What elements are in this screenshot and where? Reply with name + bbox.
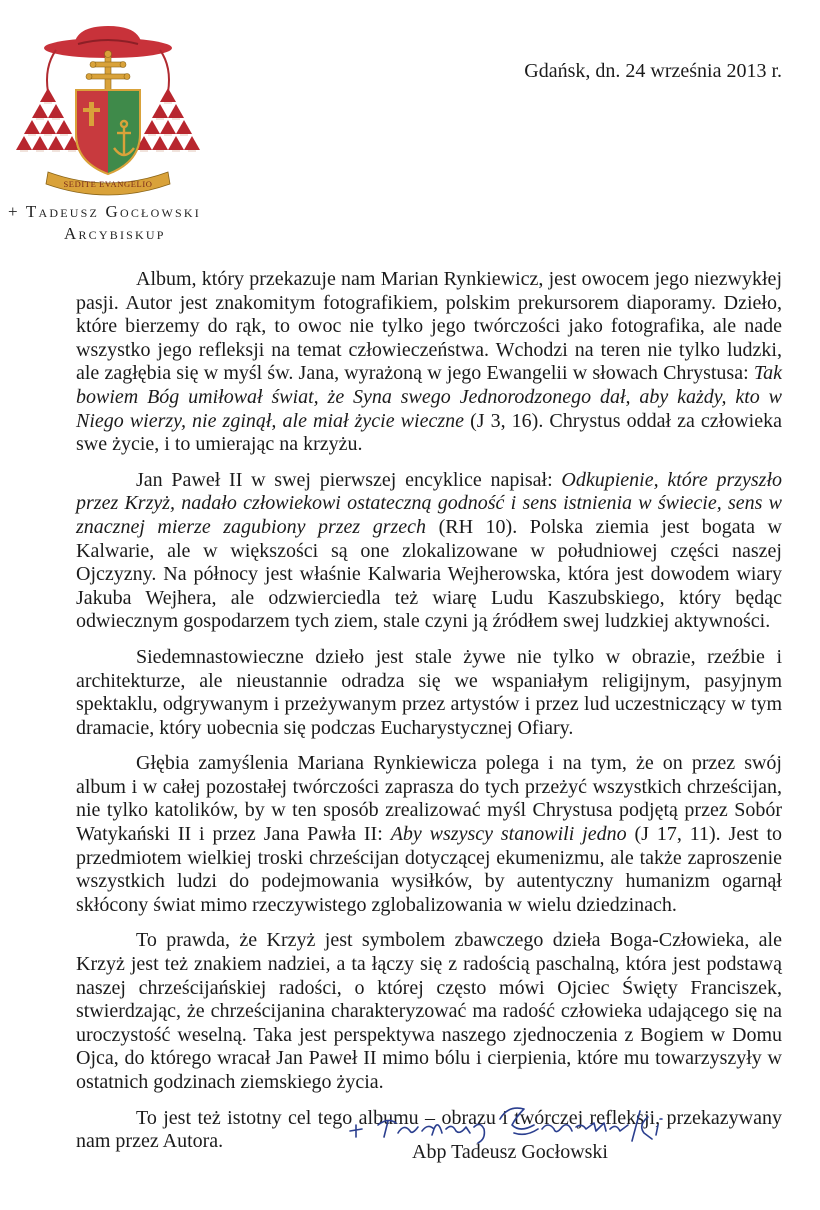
sender-block (8, 201, 288, 245)
tassels-right (136, 88, 200, 150)
paragraph (76, 469, 782, 634)
quotation-italic: Aby wszyscy stanowili jedno (390, 823, 627, 846)
motto: SEDITE EVANGELIO (63, 179, 153, 189)
paragraph (76, 752, 782, 917)
quotation-italic: Odkupienie, które przyszło przez Krzyż, nadało człowiekowi ostateczną godność i sens istnienia w świecie, sens w znacznej mierze zagubiony przez grzech (76, 468, 783, 538)
paragraph (76, 929, 782, 1094)
sender-name: + Tadeusz Gocłowski (8, 202, 201, 221)
coat-of-arms-emblem (14, 22, 202, 200)
text-run: (J 3, 16). Chrystus oddał za człowieka swe życie, i to umierając na krzyżu. (76, 409, 782, 456)
text-run: To jest też istotny cel tego albumu – obrazu i twórczej refleksji, przekazywany nam przez Autora. (76, 1106, 782, 1153)
shield (76, 90, 140, 174)
tassels-left (16, 88, 80, 150)
paragraph (76, 268, 782, 457)
signatory-name: Abp Tadeusz Gocłowski (412, 1141, 608, 1163)
text-run: Siedemnastowieczne dzieło jest stale żywe nie tylko w obrazie, rzeźbie i architekturze, ale nieustannie odradza się we wspaniałym religijnym, pasyjnym spektaklu, odgrywanym i przeżywanym przez artystów i przez lud uczestniczący w tym dramacie, który uobecnia się podczas Eucharystycznej Ofiary. (76, 645, 782, 739)
text-run: (J 17, 11). Jest to przedmiotem wielkiej troski chrześcijan dotyczącej ekumenizmu, ale także zaproszenie wszystkich ludzi do podejmowania wysiłków, by autentyczny humanizm ogarnął skłócony świat mimo rzeczywistego zglobalizowania w wielu dziedzinach. (76, 823, 783, 916)
paragraph (76, 646, 782, 740)
sender-title: Arcybiskup (64, 224, 166, 243)
text-run: (RH 10). Polska ziemia jest bogata w Kalwarie, ale w większości są one zlokalizowane w południowej części naszej Ojczyzny. Na północy jest właśnie Kalwaria Wejherowska, która jest dowodem wiary Jakuba Wejhera, ale odzwierciedla też wiarę Ludu Kaszubskiego, który będąc odwiecznym gospodarzem tych ziem, stale czyni ją źródłem swej ludzkiej aktywności. (76, 515, 782, 633)
quotation-italic: Tak bowiem Bóg umiłował świat, że Syna swego Jednorodzonego dał, aby każdy, kto w Niego wierzy, nie zginął, ale miał życie wieczne (76, 362, 782, 432)
place-and-date: Gdańsk, dn. 24 września 2013 r. (524, 60, 782, 82)
letter-body (76, 268, 782, 1166)
handwritten-signature (348, 1099, 688, 1145)
text-run: Album, który przekazuje nam Marian Rynkiewicz, jest owocem jego niezwykłej pasji. Autor jest znakomitym fotografikiem, polskim prekursorem diaporamy. Dzieło, które bierzemy do rąk, to owoc nie tylko jego twórczości jako fotografika, ale nade wszystko jego refleksji na temat człowieczeństwa. Wchodzi na teren nie tylko ludzki, ale zagłębia się w myśl św. Jana, wyrażoną w jego Ewangelii w słowach Chrystusa: (76, 268, 782, 385)
text-run: To prawda, że Krzyż jest symbolem zbawczego dzieła Boga-Człowieka, ale Krzyż jest też znakiem nadziei, a ta łączy się z radością paschalną, która jest podstawą naszej chrześcijańskiej radości, o której często mówi Ojciec Święty Franciszek, stwierdzając, że chrześcijanina charakteryzować ma radość człowieka udającego się na uroczystość weselną. Taka jest perspektywa naszego zjednoczenia z Bogiem w Domu Ojca, do którego wracał Jan Paweł II mimo bólu i cierpienia, które mu towarzyszyły w ostatnich godzinach ziemskiego życia. (76, 929, 782, 1093)
text-run: Głębia zamyślenia Mariana Rynkiewicza polega i na tym, że on przez swój album i w całej pozostałej twórczości zaprasza do tych przeżyć wszystkich chrześcijan, nie tylko katolików, by w ten sposób zrealizować myśl Chrystusa podjętą przez Sobór Watykański II i przez Jana Pawła II: (76, 752, 782, 846)
text-run: Jan Paweł II w swej pierwszej encyklice napisał: (136, 468, 562, 491)
